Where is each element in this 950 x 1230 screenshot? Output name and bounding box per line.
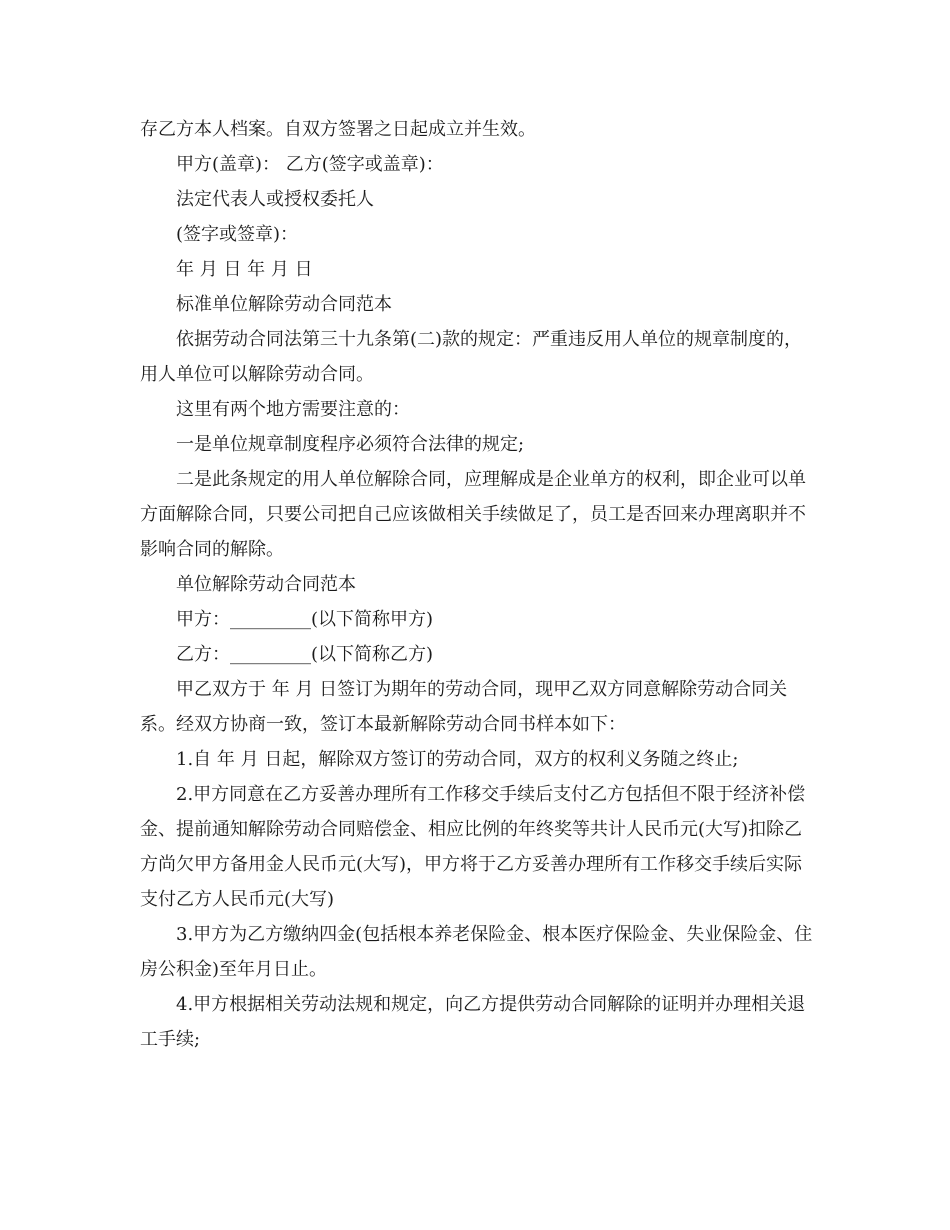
paragraph-attention-point-1: 一是单位规章制度程序必须符合法律的规定; bbox=[176, 434, 525, 455]
paragraph-attention-intro: 这里有两个地方需要注意的： bbox=[176, 399, 410, 420]
section-title-standard-template: 标准单位解除劳动合同范本 bbox=[176, 294, 392, 315]
paragraph-legal-basis: 依据劳动合同法第三十九条第(二)款的规定：严重违反用人单位的规章制度的，用人单位可以解除劳动合同。 bbox=[140, 329, 803, 385]
paragraph-attention-point-2: 二是此条规定的用人单位解除合同，应理解成是企业单方的权利，即企业可以单方面解除合同，只要公司把自己应该做相关手续做足了，员工是否回来办理离职并不影响合同的解除。 bbox=[140, 469, 806, 560]
clause-4: 4.甲方根据相关劳动法规和规定，向乙方提供劳动合同解除的证明并办理相关退工手续; bbox=[140, 994, 806, 1050]
paragraph-archive-clause: 存乙方本人档案。自双方签署之日起成立并生效。 bbox=[140, 119, 536, 140]
clause-3: 3.甲方为乙方缴纳四金(包括根本养老保险金、根本医疗保险金、失业保险金、住房公积金)至年月日止。 bbox=[140, 924, 813, 980]
party-a-line: 甲方：_________(以下简称甲方) bbox=[176, 609, 434, 630]
party-b-line: 乙方：_________(以下简称乙方) bbox=[176, 644, 434, 665]
clause-2: 2.甲方同意在乙方妥善办理所有工作移交手续后支付乙方包括但不限于经济补偿金、提前通知解除劳动合同赔偿金、相应比例的年终奖等共计人民币元(大写)扣除乙方尚欠甲方备用金人民币元(大写)，甲方将于乙方妥善办理所有工作移交手续后实际支付乙方人民币元(大写) bbox=[140, 784, 806, 910]
section-title-template: 单位解除劳动合同范本 bbox=[176, 574, 356, 595]
paragraph-signature-parties: 甲方(盖章)： 乙方(签字或盖章)： bbox=[176, 154, 444, 175]
document-body bbox=[140, 112, 820, 1057]
paragraph-legal-representative: 法定代表人或授权委托人 bbox=[176, 189, 374, 210]
paragraph-signature-note: (签字或签章)： bbox=[176, 224, 299, 245]
paragraph-dates: 年 月 日 年 月 日 bbox=[176, 259, 313, 280]
paragraph-agreement-intro: 甲乙双方于 年 月 日签订为期年的劳动合同，现甲乙双方同意解除劳动合同关系。经双方协商一致，签订本最新解除劳动合同书样本如下： bbox=[140, 679, 788, 735]
clause-1: 1.自 年 月 日起，解除双方签订的劳动合同，双方的权利义务随之终止; bbox=[176, 749, 739, 770]
